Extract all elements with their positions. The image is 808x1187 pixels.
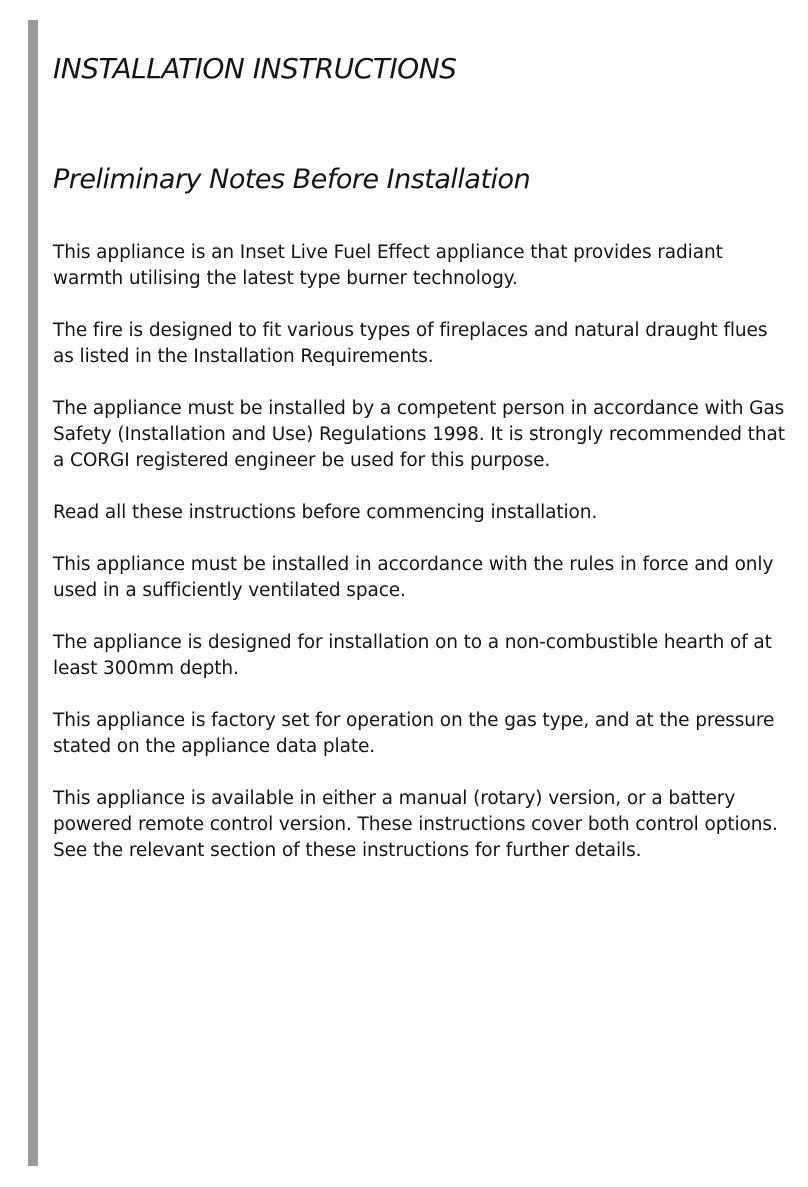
margin-bar [28, 20, 38, 1166]
paragraph-appliance-intro: This appliance is an Inset Live Fuel Effect appliance that provides radiant warmth utilising the latest type burner technology. [53, 242, 723, 289]
paragraph-gas-type: This appliance is factory set for operation on the gas type, and at the pressure stated on the appliance data plate. [53, 710, 775, 757]
paragraph-fireplace-fit: The fire is designed to fit various types of fireplaces and natural draught flues as listed in the Installation Requirements. [53, 320, 768, 367]
paragraph-control-versions: This appliance is available in either a manual (rotary) version, or a battery powered remote control version. These instructions cover both control options. See the relevant section of these instructions for further details. [53, 788, 778, 861]
paragraph-read-instructions: Read all these instructions before commencing installation. [53, 502, 598, 523]
section-heading: Preliminary Notes Before Installation [53, 164, 531, 195]
paragraph-hearth: The appliance is designed for installation on to a non-combustible hearth of at least 300mm depth. [53, 632, 772, 679]
paragraph-ventilation: This appliance must be installed in accordance with the rules in force and only used in a sufficiently ventilated space. [53, 554, 774, 601]
paragraph-competent-person: The appliance must be installed by a competent person in accordance with Gas Safety (Installation and Use) Regulations 1998. It is strongly recommended that a CORGI registered engineer be used for this purpose. [53, 398, 785, 471]
page-title: INSTALLATION INSTRUCTIONS [53, 52, 457, 85]
body-text [53, 240, 788, 890]
